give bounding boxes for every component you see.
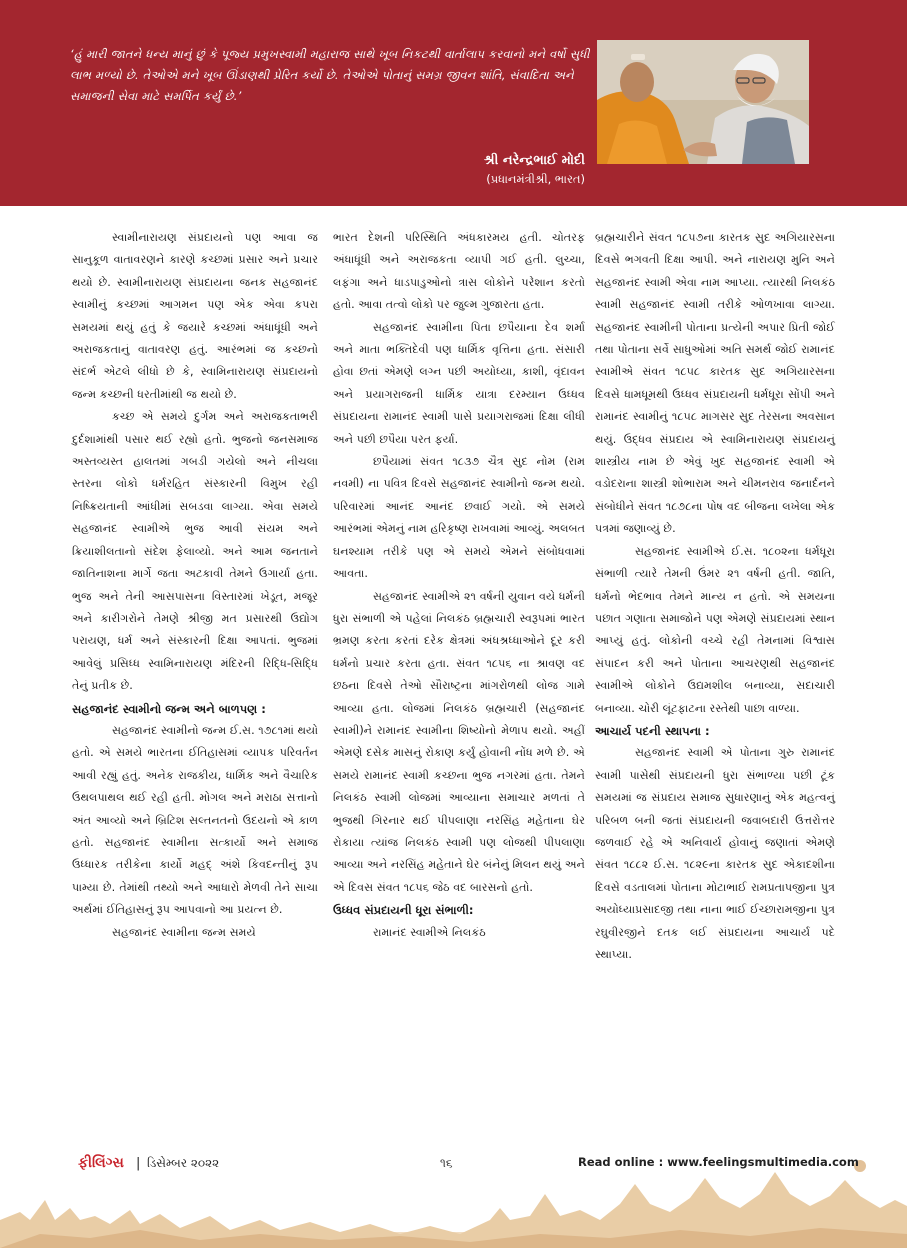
quote-banner (0, 0, 907, 206)
paragraph: સહજાનંદ સ્વામીનો જન્મ ઈ.સ. ૧૭૮૧માં થયો હતો. એ સમયે ભારતના ઈતિહાસમાં વ્યાપક પરિવર્તન આવી રહ્યું હતું. અનેક રાજકીય, ધાર્મિક અને વૈચારિક ઉથલપાથલ થઈ રહી હતી. મોગલ અને મરાઠા સત્તાનો અંત આવ્યો અને બ્રિટિશ સલ્તનતનો ઉદયનો એ કાળ હતો. સહજાનંદ સ્વામીના સત્કાર્યો અને સમાજ ઉધ્ધારક તરીકેના કાર્યો મહદ્ અંશે કિવદન્તીનું રૂપ પામ્યા છે. તેમાંથી તથ્યો અને આધારો મેળવી તેને સાચા અર્થમાં ઈતિહાસનું રૂપ આપવાનો આ પ્રયત્ન છે. (72, 723, 318, 917)
section-heading: ઉધ્ધવ સંપ્રદાયની ધૂરા સંભાળી: (333, 903, 474, 918)
paragraph: સ્વામીનારાયણ સંપ્રદાયનો પણ આવા જ સાનુકૂળ વાતાવરણને કારણે કચ્છમાં પ્રસાર અને પ્રચાર થયો છે. સ્વામીનારાયણ સંપ્રદાયના જનક સહજાનંદ સ્વામીનું કચ્છમાં આગમન પણ એક એવા કપરા સમયમાં થયું હતું કે જયારે કચ્છમાં અંધાધૂંધી અને અરાજકતાનું વાતાવરણ હતું. આરંભમાં જ કચ્છનો સંદર્ભ એટલે લીધો છે કે, સ્વામિનારાયણ સંપ્રદાયનો જન્મ કચ્છની ધરતીમાંથી જ થયો છે. (72, 231, 318, 401)
paragraph: સહજાનંદ સ્વામીએ ૨૧ વર્ષની યુવાન વયે ધર્મની ધુરા સંભાળી એ પહેલાં નિલકંઠ બ્રહ્મચારી સ્વરૂપમાં ભારત ભ્રમણ કરતા કરતાં દરેક ક્ષેત્રમાં અંધશ્રધ્ધાઓને દૂર કરી ધર્મનો પ્રચાર કરતા હતા. સંવત ૧૮૫૬ ના શ્રાવણ વદ છઠના દિવસે તેઓ સૌરાષ્ટ્રના માંગરોળથી લોજ ગામે આવ્યા હતા. લોજમાં નિલકંઠ બ્રહ્મચારી (સહજાનંદ સ્વામી)ને રામાનંદ સ્વામીના શિષ્યોનો મેળાપ થયો. અહીં એમણે દસેક માસનું રોકાણ કર્યું હોવાની નોંધ મળે છે. એ સમયે રામાનંદ સ્વામી કચ્છના ભુજ નગરમાં હતા. તેમને નિલકંઠ સ્વામી લોજમાં આવ્યાના સમાચાર મળતાં તે ભુજથી ગિરનાર થઈ પીપલાણા નરસિંહ મહેતાના ઘેર રોકાયા ત્યાંજ નિલકંઠ સ્વામી પણ લોજથી પીપલાણા આવ્યા અને નરસિંહ મહેતાને ઘેર બંનેનું મિલન થયું અને એ દિવસ સંવત ૧૮૫૬ જેઠ વદ બારસનો હતો. (333, 589, 585, 894)
article-column-2 (333, 227, 585, 944)
article-column-3 (595, 227, 835, 966)
article-column-1 (72, 227, 318, 944)
footer-separator: | (136, 1156, 141, 1171)
paragraph: સહજાનંદ સ્વામીએ ઈ.સ. ૧૮૦૨ના ધર્મધૂરા સંભાળી ત્યારે તેમની ઉંમર ૨૧ વર્ષની હતી. જાતિ, ધર્મનો ભેદભાવ તેમને માન્ય ન હતો. એ સમયના પછાત ગણાતા સમાજોને પણ એમણે સંપ્રદાયમાં સ્થાન આપ્યું હતું. લોકોની વચ્ચે રહી તેમનામાં વિશ્વાસ સંપાદન કરી અને પોતાના આચરણથી સહજાનંદ સ્વામીએ લોકોને ઉદ્યમશીલ બનાવ્યા, સદાચારી બનાવ્યા. ચોરી લૂંટફાટના રસ્તેથી પાછા વાળ્યા. (595, 544, 835, 715)
issue-date: ડિસેમ્બર ૨૦૨૨ (147, 1156, 220, 1170)
page-number: ૧૬ (440, 1156, 453, 1170)
brand-logo: ફીલિંગ્સ (78, 1155, 124, 1171)
section-heading: આચાર્ય પદની સ્થાપના : (595, 723, 710, 738)
read-online-link[interactable]: Read online : www.feelingsmultimedia.com (578, 1155, 859, 1169)
paragraph: કચ્છ એ સમયે દુર્ગમ અને અરાજકતાભરી દુર્દશામાંથી પસાર થઈ રહ્યો હતો. ભુજનો જનસમાજ અસ્તવ્યસ્ત હાલતમાં ગબડી ગયેલો અને નીચલા સ્તરના લોકો ધર્મરહિત સંસ્કારની વિમુખ રહી નિષ્ક્રિયતાની આંધીમાં સબડવા લાગ્યા. એવા સમયે સહજાનંદ સ્વામીએ ભુજ આવી સંયમ અને ક્રિયાશીલતાનો સંદેશ ફેલાવ્યો. અને આમ જનતાને જાતિનાશના માર્ગે જતા અટકાવી તેમને ઉગાર્યા હતા. ભુજ અને તેની આસપાસના વિસ્તારમાં ખેડૂત, મજૂર અને કારીગરોને તેમણે શ્રીજી મત પ્રસારથી ઉદ્યોગ પરાયણ, ધર્મ અને સંસ્કારની દિક્ષા આપતાં. ભુજમાં આવેલું પ્રસિધ્ધ સ્વામિનારાયણ મંદિરની રિદ્ધિ-સિદ્ધિ તેનું પ્રતીક છે. (72, 410, 318, 693)
paragraph: છપૈયામાં સંવત ૧૮૩૭ ચૈત્ર સુદ નોમ (રામ નવમી) ના પવિત્ર દિવસે સહજાનંદ સ્વામીનો જન્મ થયો. પરિવારમાં આનંદ આનંદ છવાઈ ગયો. એ સમયે આરંભમાં એમનું નામ હરિકૃષ્ણ રાખવામાં આવ્યું. અલબત ઘનશ્યામ તરીકે પણ એ સમયે એમને સંબોધવામાં આવતા. (333, 455, 585, 581)
paragraph: સહજાનંદ સ્વામી એ પોતાના ગુરુ રામાનંદ સ્વામી પાસેથી સંપ્રદાયની ધુરા સંભાળ્યા પછી ટૂંક સમયમાં જ સંપ્રદાય સમાજ સુધારણાનું એક મહત્વનું પરિબળ બની જતાં સંપ્રદાયની જવાબદારી ઉત્તરોત્તર જળવાઈ રહે એ અનિવાર્ય હોવાનું જણાતાં એમણે સંવત ૧૮૮૨ ઈ.સ. ૧૮૨૯ના કારતક સુદ એકાદશીના દિવસે વડતાલમાં પોતાના મોટાભાઈ રામપ્રતાપજીના પુત્ર અયોધ્યાપ્રસાદજી તથા નાના ભાઈ ઈચ્છારામજીના પુત્ર રઘુવીરજીને દતક લઈ સંપ્રદાયના આચાર્ય પદે સ્થાપ્યા. (595, 746, 835, 961)
attribution-name: શ્રી નરેન્દ્રભાઈ મોદી (483, 153, 585, 168)
paragraph: સહજાનંદ સ્વામીના પિતા છપૈયાના દેવ શર્મા અને માતા ભક્તિદેવી પણ ધાર્મિક વૃત્તિના હતા. સંસારી હોવા છતાં એમણે લગ્ન પછી અયોધ્યા, કાશી, વૃંદાવન અને પ્રયાગરાજની ધાર્મિક યાત્રા દરમ્યાન ઉધ્ધવ સંપ્રદાયના રામાનંદ સ્વામી પાસે પ્રયાગરાજમાં દિક્ષા લીધી અને પછી છપૈયા પરત ફર્યા. (333, 320, 585, 446)
section-heading: સહજાનંદ સ્વામીનો જન્મ અને બાળપણ : (72, 701, 266, 716)
quote-text: ‘હું મારી જાતને ધન્ય માનું છું કે પૂજ્ય પ્રમુખસ્વામી મહારાજ સાથે ખૂબ નિકટથી વાર્તાલાપ કરવાનો મને વર્ષો સુધી લાભ મળ્યો છે. તેઓએ મને ખૂબ ઊંડાણથી પ્રેરિત કર્યો છે. તેઓએ પોતાનું સમગ્ર જીવન શાંતિ, સંવાદિતા અને સમાજની સેવા માટે સમર્પિત કર્યું છે.’ (70, 47, 590, 103)
photo (597, 40, 809, 164)
photo-illustration (597, 40, 809, 164)
paragraph: ભારત દેશની પરિસ્થિતિ અંધકારમય હતી. ચોતરફ અંધાધૂંધી અને અરાજકતા વ્યાપી ગઈ હતી. લુચ્ચા, લફંગા અને ધાડપાડુઓનો ત્રાસ લોકોને પરેશાન કરતો હતો. આવા તત્વો લોકો પર જુલ્મ ગુજારતા હતા. (333, 231, 585, 312)
paragraph: બ્રહ્મચારીને સંવત ૧૮૫૭ના કારતક સુદ અગિયારસના દિવસે ભગવતી દિક્ષા આપી. અને નારાયણ મુનિ અને સહજાનંદ સ્વામી એવા નામ આપ્યા. ત્યારથી નિલકંઠ સ્વામી સહજાનંદ સ્વામી તરીકે ઓળખાવા લાગ્યા. સહજાનંદ સ્વામીની પોતાના પ્રત્યેની અપાર પ્રિતી જોઈ તથા પોતાના સર્વે સાધુઓમાં અતિ સમર્થ જોઈ રામાનંદ સ્વામીએ સંવત ૧૮૫૮ કારતક સુદ અગિયારસના દિવસે ધામધૂમથી ઉધ્ધવ સંપ્રદાયની ધર્મધૂરા સોંપી અને રામાનંદ સ્વામીનું ૧૮૫૮ માગસર સુદ તેરસના અવસાન થયું. ઉદ્ધવ સંપ્રદાય એ સ્વામિનારાયણ સંપ્રદાયનું શાસ્ત્રીય નામ છે એવું ખુદ સહજાનંદ સ્વામી એ વડોદરાના શાસ્ત્રી શોભારામ અને ચીમનરાવ જનાર્દનને સંબોધીને સંવત ૧૮૭૮ના પોષ વદ બીજના લખેલા એક પત્રમાં જણાવ્યું છે. (595, 231, 835, 536)
paragraph: રામાનંદ સ્વામીએ નિલકંઠ (373, 925, 486, 939)
attribution-role: (પ્રધાનમંત્રીશ્રી, ભારત) (486, 172, 585, 186)
paragraph: સહજાનંદ સ્વામીના જન્મ સમયે (112, 925, 256, 939)
